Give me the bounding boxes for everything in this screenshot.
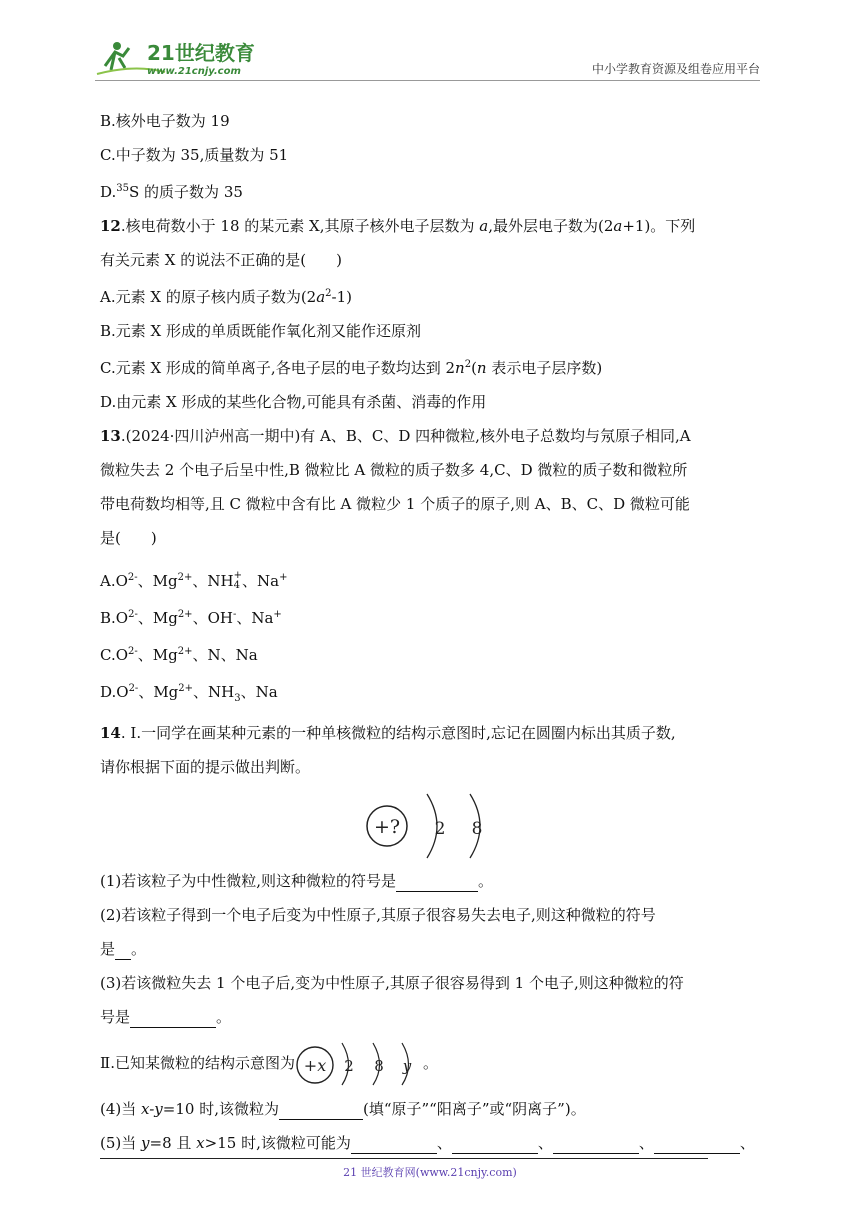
q14-part-5: (5)当 y=8 且 x>15 时,该微粒可能为 、 、 、 、 (100, 1134, 755, 1152)
q13-stem-3: 带电荷数均相等,且 C 微粒中含有比 A 微粒少 1 个质子的原子,则 A、B、C、D 微粒可能 (100, 495, 690, 513)
q13-option-c: $C.O^{2-}$、$Mg^{2+}$、N、Na (100, 646, 258, 664)
q14-part-3b: 号是 。 (100, 1008, 232, 1026)
q13-stem-4: 是( ) (100, 529, 157, 547)
q14-part-2b: 是 。 (100, 940, 147, 958)
platform-name: 中小学教育资源及组卷应用平台 (591, 62, 760, 76)
logo-text: 21世纪教育 (147, 41, 255, 65)
answer-blank-3[interactable] (130, 1007, 216, 1028)
q12-option-c: C.元素 X 形成的简单离子,各电子层的电子数均达到 $2n^2(n$ 表示电子层序数) (100, 359, 603, 377)
answer-blank-5c[interactable] (553, 1133, 639, 1154)
footer-rule (100, 1158, 708, 1159)
header-rule (95, 80, 760, 81)
q13-stem-1: 13.(2024·四川泸州高一期中)有 A、B、C、D 四种微粒,核外电子总数均与氖原子相同,A (100, 427, 691, 445)
q12-stem-2: 有关元素 X 的说法不正确的是( ) (100, 251, 342, 269)
nucleus-label: +x (303, 1056, 327, 1075)
q11-option-d: D.$^{35}$S 的质子数为 35 (100, 183, 243, 201)
q12-option-d: D.由元素 X 形成的某些化合物,可能具有杀菌、消毒的作用 (100, 393, 487, 411)
answer-blank-2[interactable] (115, 939, 131, 960)
answer-blank-4[interactable] (279, 1099, 363, 1120)
q14-part-3a: (3)若该微粒失去 1 个电子后,变为中性原子,其原子很容易得到 1 个电子,则这种微粒的符 (100, 974, 684, 992)
q14-part-ii: Ⅱ.已知某微粒的结构示意图为 +x 2 8 y 。 (100, 1038, 765, 1088)
q14-part-2a: (2)若该粒子得到一个电子后变为中性原子,其原子很容易失去电子,则这种微粒的符号 (100, 906, 656, 924)
shell-2-count: 8 (374, 1057, 384, 1075)
q12-stem: 12.核电荷数小于 18 的某元素 X,其原子核外电子层数为 a,最外层电子数为(2a+1)。下列 (100, 217, 696, 235)
q14-part-4: (4)当 x-y=10 时,该微粒为 (填“原子”“阳离子”或“阴离子”)。 (100, 1100, 586, 1118)
shell-3-count: y (402, 1057, 412, 1075)
q13-stem-2: 微粒失去 2 个电子后呈中性,B 微粒比 A 微粒的质子数多 4,C、D 微粒的质子数和微粒所 (100, 461, 688, 479)
shell-1-count: 2 (344, 1057, 354, 1075)
q13-option-d: $D.O^{2-}$、$Mg^{2+}$、$NH_3$、Na (100, 683, 278, 704)
nucleus-label: +? (373, 816, 401, 838)
answer-blank-1[interactable] (396, 871, 478, 892)
answer-blank-5b[interactable] (452, 1133, 538, 1154)
q11-option-c: C.中子数为 35,质量数为 51 (100, 146, 289, 164)
page-header (95, 36, 760, 80)
atom-structure-diagram-2 (295, 1040, 423, 1088)
q14-stem-2: 请你根据下面的提示做出判断。 (100, 758, 311, 776)
q11-option-b: B.核外电子数为 19 (100, 112, 230, 130)
q12-option-a: A.元素 X 的原子核内质子数为$(2a^2-1)$ (100, 288, 353, 306)
shell-2-count: 8 (471, 819, 483, 839)
footer-text[interactable]: 21 世纪教育网(www.21cnjy.com) (343, 1166, 517, 1179)
document-body (100, 104, 765, 1160)
answer-blank-5a[interactable] (351, 1133, 437, 1154)
answer-blank-5d[interactable] (654, 1133, 740, 1154)
q13-option-b: $B.O^{2-}$、$Mg^{2+}$、OH-、Na+ (100, 609, 282, 627)
shell-1-count: 2 (434, 819, 446, 839)
q14-stem-1: 14. Ⅰ.一同学在画某种元素的一种单核微粒的结构示意图时,忘记在圆圈内标出其质子数, (100, 724, 676, 742)
logo-21cnjy (95, 36, 260, 78)
q13-option-a: $A.O^{2-}$、$Mg^{2+}$、NH + 4 、Na+ (100, 570, 288, 591)
q12-option-b: B.元素 X 形成的单质既能作氧化剂又能作还原剂 (100, 322, 422, 340)
atom-structure-diagram-1 (100, 784, 765, 864)
q14-part-1: (1)若该粒子为中性微粒,则这种微粒的符号是 。 (100, 872, 494, 890)
logo-url: www.21cnjy.com (147, 66, 241, 77)
